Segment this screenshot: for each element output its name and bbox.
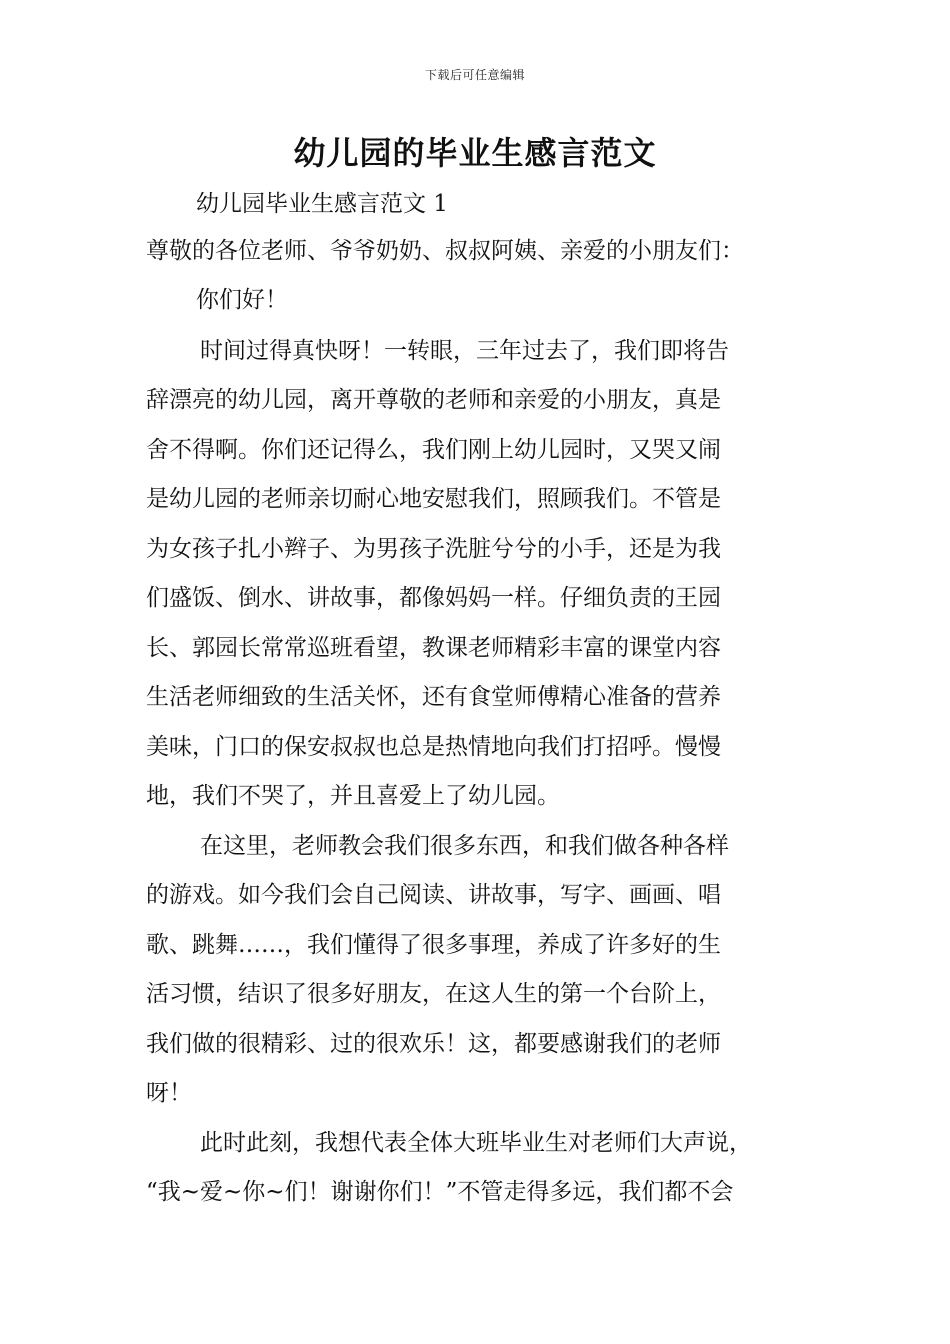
body-line: 长、郭园长常常巡班看望，教课老师精彩丰富的课堂内容 [146, 635, 721, 661]
greeting-line: 你们好！ [196, 287, 288, 313]
body-line: 是幼儿园的老师亲切耐心地安慰我们，照顾我们。不管是 [146, 486, 721, 512]
body-line: 我们做的很精彩、过的很欢乐！这，都要感谢我们的老师 [146, 1031, 721, 1057]
body-line: 为女孩子扎小辫子、为男孩子洗脏兮兮的小手，还是为我 [146, 536, 721, 562]
body-line: 生活老师细致的生活关怀，还有食堂师傅精心准备的营养 [146, 684, 721, 710]
body-line: 活习惯，结识了很多好朋友，在这人生的第一个台阶上， [146, 981, 721, 1007]
body-line: 歌、跳舞……，我们懂得了很多事理，养成了许多好的生 [146, 932, 721, 958]
body-line: 美味，门口的保安叔叔也总是热情地向我们打招呼。慢慢 [146, 734, 721, 760]
body-line: 呀！ [146, 1080, 192, 1106]
header-note: 下载后可任意编辑 [424, 68, 525, 82]
body-line: 此时此刻，我想代表全体大班毕业生对老师们大声说， [200, 1130, 752, 1156]
body-line: 的游戏。如今我们会自己阅读、讲故事，写字、画画、唱 [146, 882, 721, 908]
body-line: 舍不得啊。你们还记得么，我们刚上幼儿园时，又哭又闹 [146, 437, 721, 463]
document-subtitle: 幼儿园毕业生感言范文 1 [196, 191, 448, 217]
body-line: 时间过得真快呀！一转眼，三年过去了，我们即将告 [200, 338, 729, 364]
salutation-line: 尊敬的各位老师、爷爷奶奶、叔叔阿姨、亲爱的小朋友们： [146, 238, 744, 264]
body-line: 在这里，老师教会我们很多东西，和我们做各种各样 [200, 833, 729, 859]
body-line: 地，我们不哭了，并且喜爱上了幼儿园。 [146, 783, 560, 809]
body-line: 辞漂亮的幼儿园，离开尊敬的老师和亲爱的小朋友，真是 [146, 387, 721, 413]
body-line: “我~爱~你~们！谢谢你们！”不管走得多远，我们都不会 [146, 1179, 734, 1205]
body-line: 们盛饭、倒水、讲故事，都像妈妈一样。仔细负责的王园 [146, 585, 721, 611]
document-title: 幼儿园的毕业生感言范文 [293, 134, 657, 172]
